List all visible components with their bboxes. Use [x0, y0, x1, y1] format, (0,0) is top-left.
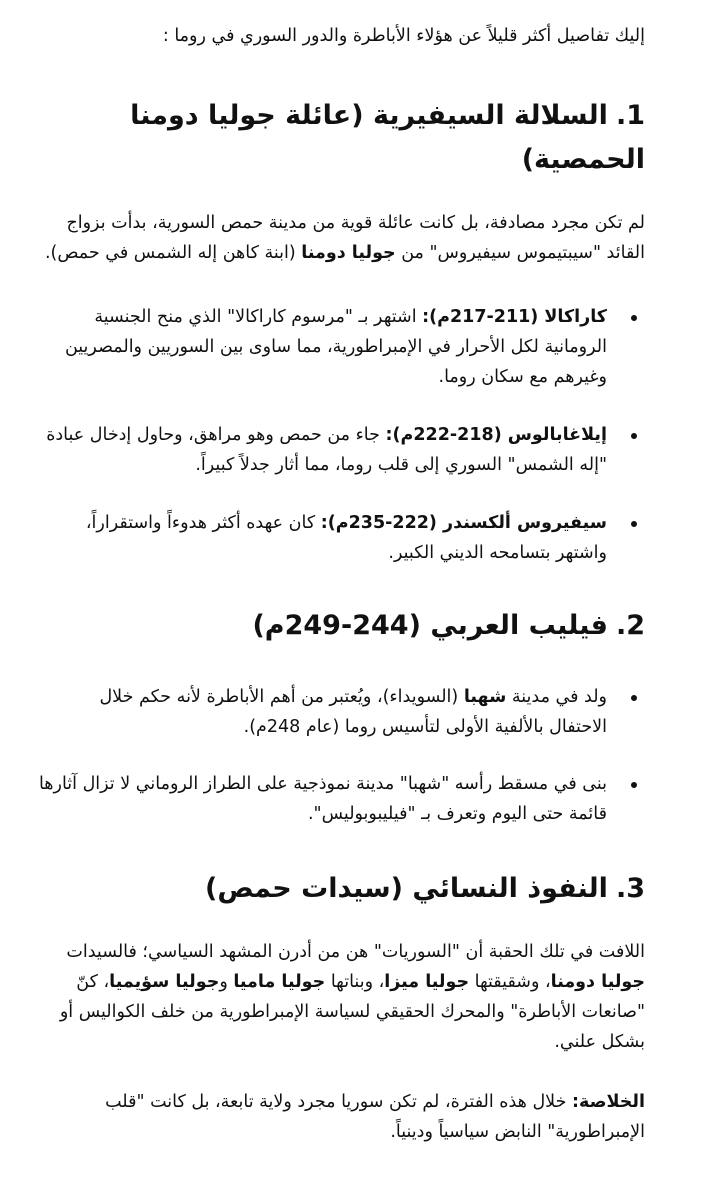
- section-1-heading: [38, 94, 645, 182]
- section-3-number: 3.: [615, 873, 645, 904]
- name-bold: جوليا ماميا: [233, 972, 326, 992]
- section-3-paragraph: [38, 937, 645, 1057]
- section-3-text: ، وشقيقتها: [469, 972, 551, 992]
- list-item-text: بنى في مسقط رأسه "شهبا" مدينة نموذجية على الطراز الروماني لا تزال آثارها قائمة حتى اليوم وتعرف بـ "فيليبوبوليس".: [38, 774, 607, 824]
- list-item-text: كان عهده أكثر هدوءاً واستقراراً، واشتهر بتسامحه الديني الكبير.: [85, 513, 607, 563]
- name-bold: جوليا دومنا: [550, 972, 645, 992]
- list-item-text: اشتهر بـ "مرسوم كاراكالا" الذي منح الجنسية الرومانية لكل الأحرار في الإمبراطورية، مما ساوى بين السوريين والمصريين وغيرهم مع سكان روما.: [64, 307, 607, 387]
- conclusion: [38, 1087, 645, 1147]
- name-bold: جوليا ميزا: [384, 972, 470, 992]
- list-item: [38, 420, 645, 480]
- list-item-title: إيلاغابالوس (218-222م):: [385, 425, 607, 445]
- section-2-heading: [38, 604, 645, 648]
- section-2-number: 2.: [615, 610, 645, 641]
- list-item: [38, 302, 645, 392]
- section-2-list: [38, 682, 645, 829]
- section-3-heading: [38, 867, 645, 911]
- section-1-title: السلالة السيفيرية (عائلة جوليا دومنا الحمصية): [130, 100, 645, 175]
- name-bold: جوليا سؤيميا: [109, 972, 220, 992]
- julia-domna-bold: جوليا دومنا: [301, 243, 396, 263]
- section-1-text-a: لم تكن مجرد مصادفة، بل كانت عائلة قوية من مدينة حمص السورية، بدأت بزواج القائد "سيبتيموس سيفيروس" من: [66, 213, 645, 263]
- section-3-text: ، وبناتها: [325, 972, 385, 992]
- section-2-title: فيليب العربي (244-249م): [252, 610, 608, 641]
- list-item-title: كاراكالا (211-217م):: [422, 307, 607, 327]
- list-item: [38, 682, 645, 742]
- section-3-text: اللافت في تلك الحقبة أن "السوريات" هن من أدرن المشهد السياسي؛ فالسيدات: [66, 942, 645, 962]
- list-item-text: (السويداء)، ويُعتبر من أهم الأباطرة لأنه حكم خلال الاحتفال بالألفية الأولى لتأسيس روما (عام 248م).: [99, 687, 607, 737]
- conclusion-label: الخلاصة:: [572, 1092, 645, 1112]
- list-item-text: ولد في مدينة: [506, 687, 607, 707]
- list-item: [38, 508, 645, 568]
- shahba-bold: شهبا: [463, 687, 507, 707]
- conclusion-text: خلال هذه الفترة، لم تكن سوريا مجرد ولاية تابعة، بل كانت "قلب الإمبراطورية" النابض سياسياً ودينياً.: [105, 1092, 645, 1142]
- section-3-text: ، كنّ "صانعات الأباطرة" والمحرك الحقيقي لسياسة الإمبراطورية من خلف الكواليس أو بشكل علني.: [59, 972, 645, 1052]
- section-1-number: 1.: [615, 100, 645, 131]
- section-1-text-c: (ابنة كاهن إله الشمس في حمص).: [44, 243, 302, 263]
- intro-text: إليك تفاصيل أكثر قليلاً عن هؤلاء الأباطرة والدور السوري في روما :: [162, 26, 645, 46]
- section-1-paragraph: [38, 208, 645, 268]
- list-item: [38, 769, 645, 829]
- list-item-text: جاء من حمص وهو مراهق، وحاول إدخال عبادة "إله الشمس" السوري إلى قلب روما، مما أثار جدلاً كبيراً.: [46, 425, 607, 475]
- list-item-title: سيفيروس ألكسندر (222-235م):: [320, 513, 607, 533]
- section-3-title: النفوذ النسائي (سيدات حمص): [204, 873, 608, 904]
- section-1-list: [38, 302, 645, 568]
- section-3-text: و: [219, 972, 234, 992]
